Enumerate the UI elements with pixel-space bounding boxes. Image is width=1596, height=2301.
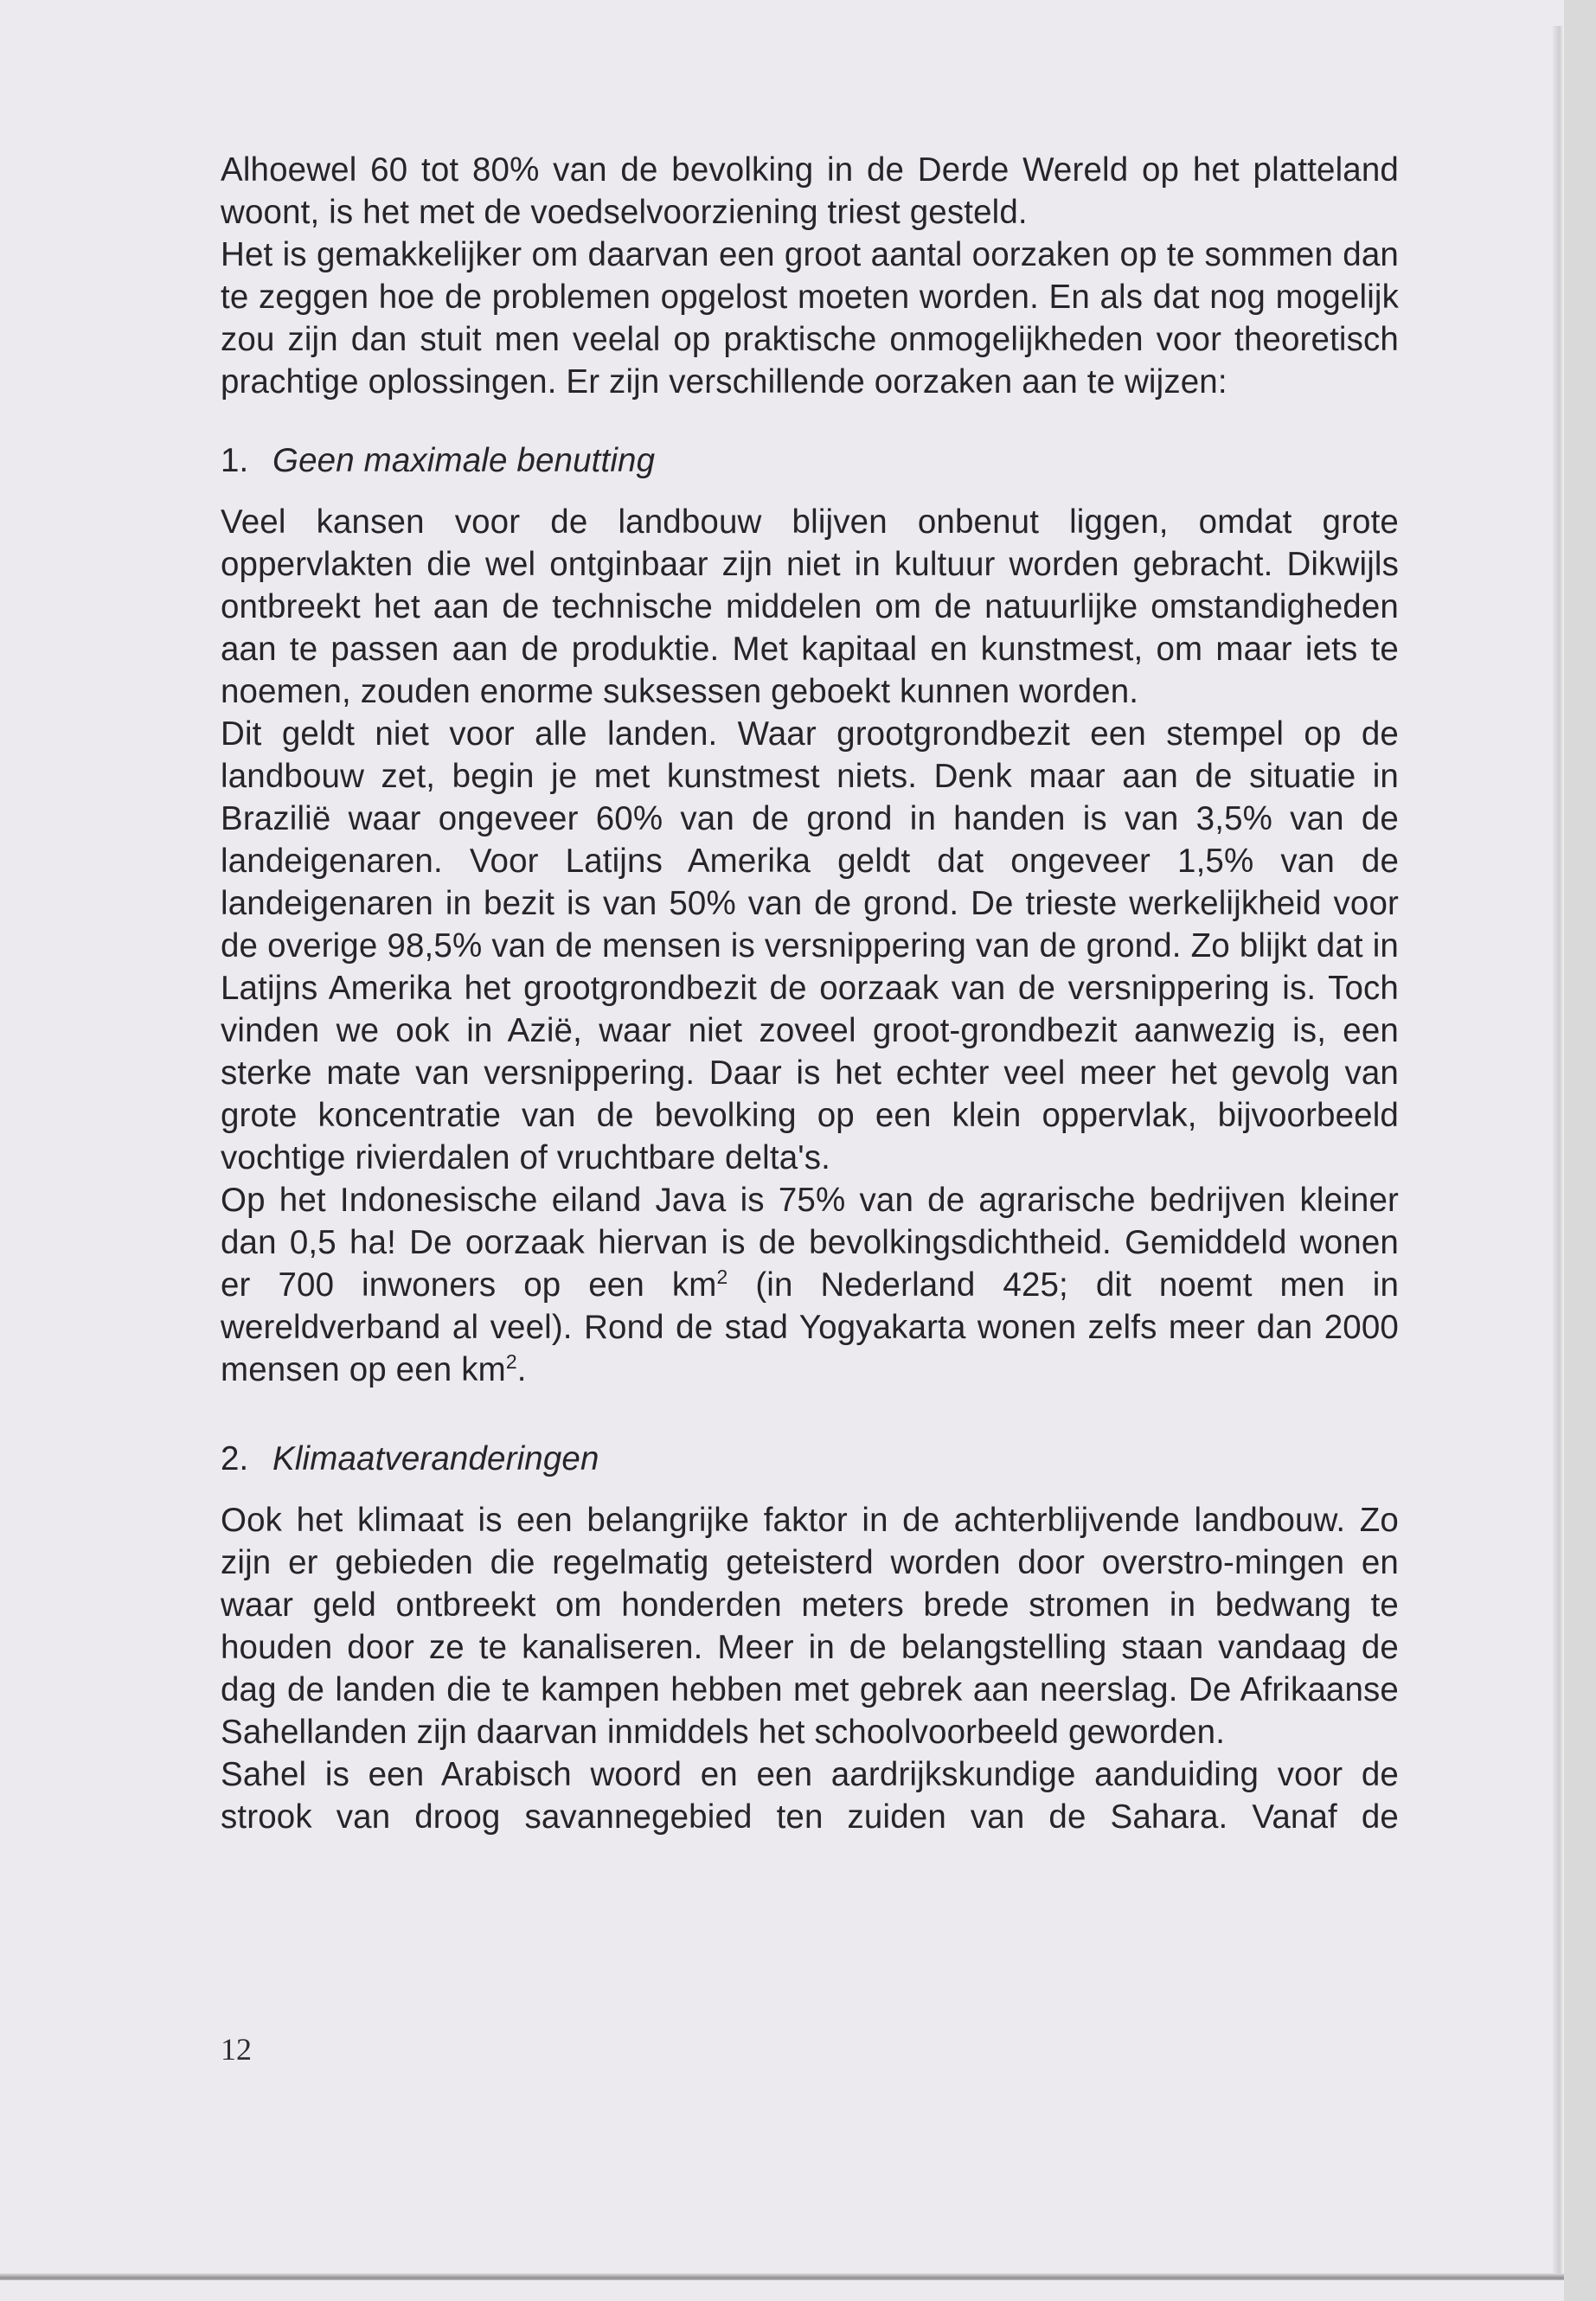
section-1-paragraph-3: [221, 1179, 1399, 1391]
section-heading-1: [221, 439, 1399, 482]
section-2-paragraph-1: Ook het klimaat is een belangrijke faktor in de achterblijvende landbouw. Zo zijn er gebieden die regelmatig geteisterd worden door overstro-mingen en waar geld ontbreekt om honderden meters brede stromen in bedwang te houden door ze te kanaliseren. Meer in de belangstelling staan vandaag de dag de landen die te kampen hebben met gebrek aan neerslag. De Afrikaanse Sahellanden zijn daarvan inmiddels het schoolvoorbeeld geworden.: [221, 1502, 1399, 1751]
paragraph-text: .: [516, 1351, 527, 1388]
page-edge-shadow: [1553, 26, 1564, 2275]
intro-paragraph: Alhoewel 60 tot 80% van de bevolking in de Derde Wereld op het platteland woont, is het met de voedselvoorziening triest gesteld. Het is gemakkelijker om daarvan een groot aantal oorzaken op te sommen dan te zeggen hoe de problemen opgelost moeten worden. En als dat nog mogelijk zou zijn dan stuit men veelal op praktische onmogelijkheden voor theoretisch prachtige oplossingen. Er zijn verschillende oorzaken aan te wijzen:: [221, 151, 1399, 401]
superscript: 2: [716, 1266, 728, 1288]
section-1-paragraph-2: Dit geldt niet voor alle landen. Waar grootgrondbezit een stempel op de landbouw zet, begin je met kunstmest niets. Denk maar aan de situatie in Brazilië waar ongeveer 60% van de grond in handen is van 3,5% van de landeigenaren. Voor Latijns Amerika geldt dat ongeveer 1,5% van de landeigenaren in bezit is van 50% van de grond. De trieste werkelijkheid voor de overige 98,5% van de mensen is versnippering van de grond. Zo blijkt dat in Latijns Amerika het grootgrondbezit de oorzaak van de versnippering is. Toch vinden we ook in Azië, waar niet zoveel groot-grondbezit aanwezig is, een sterke mate van versnippering. Daar is het echter veel meer het gevolg van grote koncentratie van de bevolking op een klein oppervlak, bijvoorbeeld vochtige rivierdalen of vruchtbare delta's.: [221, 715, 1399, 1176]
section-number: 1.: [221, 442, 249, 479]
page-number: 12: [221, 2032, 252, 2067]
superscript: 2: [505, 1350, 517, 1373]
section-title: Klimaatveranderingen: [272, 1440, 599, 1477]
paragraph-text: (in Nederland 425; dit noemt men in wereldverband al veel). Rond de stad Yogyakarta wonen zelfs meer dan 2000 mensen op een km: [221, 1266, 1400, 1388]
section-number: 2.: [221, 1440, 249, 1477]
section-title: Geen maximale benutting: [272, 442, 656, 479]
section-heading-2: [221, 1438, 1399, 1480]
body-text: [221, 149, 1399, 1838]
section-1-paragraph-1: Veel kansen voor de landbouw blijven onbenut liggen, omdat grote oppervlakten die wel ontginbaar zijn niet in kultuur worden gebracht. Dikwijls ontbreekt het aan de technische middelen om de natuurlijke omstandigheden aan te passen aan de produktie. Met kapitaal en kunstmest, om maar iets te noemen, zouden enorme suksessen geboekt kunnen worden.: [221, 503, 1399, 710]
paragraph-text: Op het Indonesische eiland Java is 75% van de agrarische bedrijven kleiner dan 0,5 ha! De oorzaak hiervan is de bevolkingsdichtheid. Gemiddeld wonen er 700 inwoners op een km: [221, 1182, 1399, 1304]
page-bottom-shadow: [0, 2273, 1564, 2280]
section-2-paragraph-2: Sahel is een Arabisch woord en een aardrijkskundige aanduiding voor de strook van droog savannegebied ten zuiden van de Sahara. Vanaf de: [221, 1756, 1399, 1836]
